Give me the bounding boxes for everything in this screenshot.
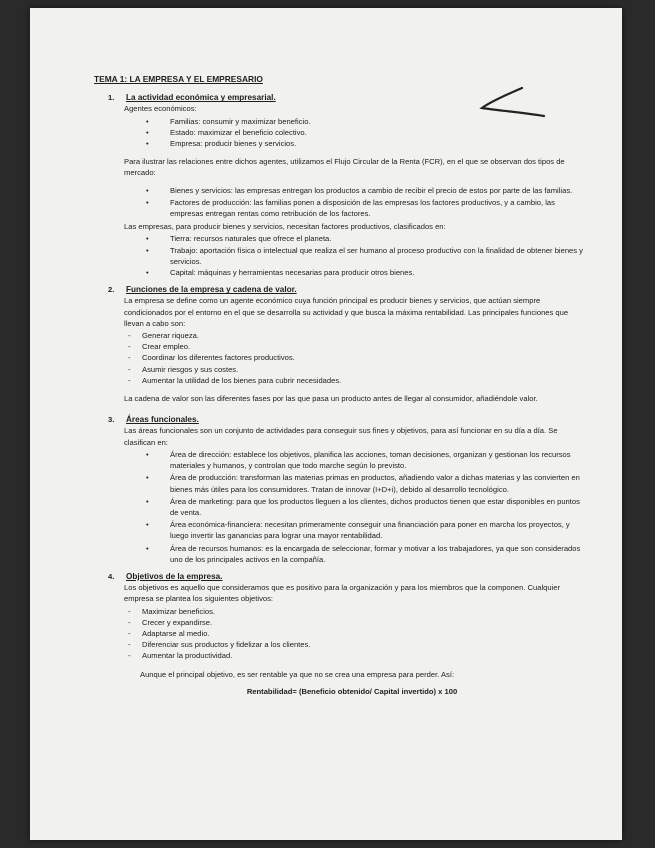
section-3-number: 3.: [108, 415, 115, 425]
section-2-heading: [94, 284, 590, 295]
paragraph: Las empresas, para producir bienes y servicios, necesitan factores productivos, clasificados en:: [124, 222, 446, 232]
section-4-title: Objetivos de la empresa.: [126, 571, 223, 581]
section-3-heading: [94, 414, 590, 425]
list-item: • Área económica-financiera: necesitan primeramente conseguir una financiación para poner en marcha los proyectos, y luego invertir las ganancias para lograr una mayor rentabilidad.: [94, 519, 590, 541]
paragraph: Para ilustrar las relaciones entre dichos agentes, utilizamos el Flujo Circular de la Renta (FCR), en el que se observan dos tipos de mercado:: [124, 157, 565, 178]
paragraph: Aunque el principal objetivo, es ser rentable ya que no se crea una empresa para perder. Así:: [140, 669, 455, 679]
areas-list: [94, 449, 590, 565]
section-1-heading: [94, 92, 590, 103]
objectives-list: [94, 606, 590, 662]
rentabilidad-formula: Rentabilidad= (Beneficio obtenido/ Capital invertido) x 100: [246, 686, 458, 696]
section-2-number: 2.: [108, 285, 115, 295]
list-item: • Empresa: producir bienes y servicios.: [94, 138, 590, 149]
list-item: - Coordinar los diferentes factores productivos.: [94, 352, 590, 363]
list-item: • Estado: maximizar el beneficio colectivo.: [94, 127, 590, 138]
list-item: • Factores de producción: las familias ponen a disposición de las empresas los factores productivos, y a cambio, las empresas entregan rentas como retribución de los factores.: [94, 197, 590, 219]
list-item: - Aumentar la utilidad de los bienes para cubrir necesidades.: [94, 375, 590, 386]
list-item: - Crecer y expandirse.: [94, 617, 590, 628]
list-item: • Área de dirección: establece los objetivos, planifica las acciones, toman decisiones, organizan y gestionan los recursos materiales y humanos, y controlan que todo marche según lo previsto.: [94, 449, 590, 471]
paragraph: La cadena de valor son las diferentes fases por las que pasa un producto antes de llegar al consumidor, añadiéndole valor.: [124, 394, 538, 404]
list-item: - Adaptarse al medio.: [94, 628, 590, 639]
agents-list: [94, 116, 590, 150]
markets-list: [94, 185, 590, 220]
list-item: • Trabajo: aportación física o intelectual que realiza el ser humano al proceso productivo con la finalidad de obtener bienes y servicios.: [94, 245, 590, 267]
section-3-title: Áreas funcionales.: [126, 415, 199, 425]
list-item: - Diferenciar sus productos y fidelizar a los clientes.: [94, 639, 590, 650]
section-1-intro: Agentes económicos:: [124, 104, 197, 114]
list-item: - Maximizar beneficios.: [94, 606, 590, 617]
paragraph: La empresa se define como un agente económico cuya función principal es producir bienes y servicios, que actúan siempre condicionados por el entorno en el que se desarrolla su actividad y que busca la máxima rentabilidad. Las principales funciones que llevan a cabo son:: [124, 296, 569, 328]
section-1-title: La actividad económica y empresarial.: [126, 93, 276, 103]
list-item: - Asumir riesgos y sus costes.: [94, 364, 590, 375]
functions-list: [94, 330, 590, 386]
list-item: • Área de recursos humanos: es la encargada de seleccionar, formar y motivar a los trabajadores, ya que son considerados uno de los principales activos en la compañía.: [94, 543, 590, 565]
paragraph: Los objetivos es aquello que consideramos que es positivo para la organización y para los miembros que la componen. Cualquier empresa se plantea los siguientes objetivos:: [124, 583, 561, 604]
section-1-number: 1.: [108, 93, 115, 103]
document-title: TEMA 1: LA EMPRESA Y EL EMPRESARIO: [94, 74, 263, 84]
list-item: - Aumentar la productividad.: [94, 650, 590, 661]
list-item: • Área de marketing: para que los productos lleguen a los clientes, dichos productos tienen que estar disponibles en puntos de venta.: [94, 496, 590, 518]
list-item: • Bienes y servicios: las empresas entregan los productos a cambio de recibir el precio de estos por parte de las familias.: [94, 185, 590, 196]
list-item: - Generar riqueza.: [94, 330, 590, 341]
list-item: • Tierra: recursos naturales que ofrece el planeta.: [94, 233, 590, 244]
section-4-number: 4.: [108, 571, 115, 581]
document-page: [30, 8, 622, 840]
list-item: - Crear empleo.: [94, 341, 590, 352]
section-2-title: Funciones de la empresa y cadena de valor.: [126, 285, 297, 295]
section-4-heading: [94, 571, 590, 582]
list-item: • Familias: consumir y maximizar beneficio.: [94, 116, 590, 127]
list-item: • Capital: máquinas y herramientas necesarias para producir otros bienes.: [94, 267, 590, 278]
list-item: • Área de producción: transforman las materias primas en productos, añadiendo valor a dichas materias y las convierten en bienes más útiles para los consumidores. Tratan de innovar (I+D+i), debido al desarrollo tecnológico.: [94, 472, 590, 494]
paragraph: Las áreas funcionales son un conjunto de actividades para conseguir sus fines y objetivos, para así funcionar en su día a día. Se clasifican en:: [124, 426, 558, 447]
document-content: [94, 74, 590, 697]
factors-list: [94, 233, 590, 278]
